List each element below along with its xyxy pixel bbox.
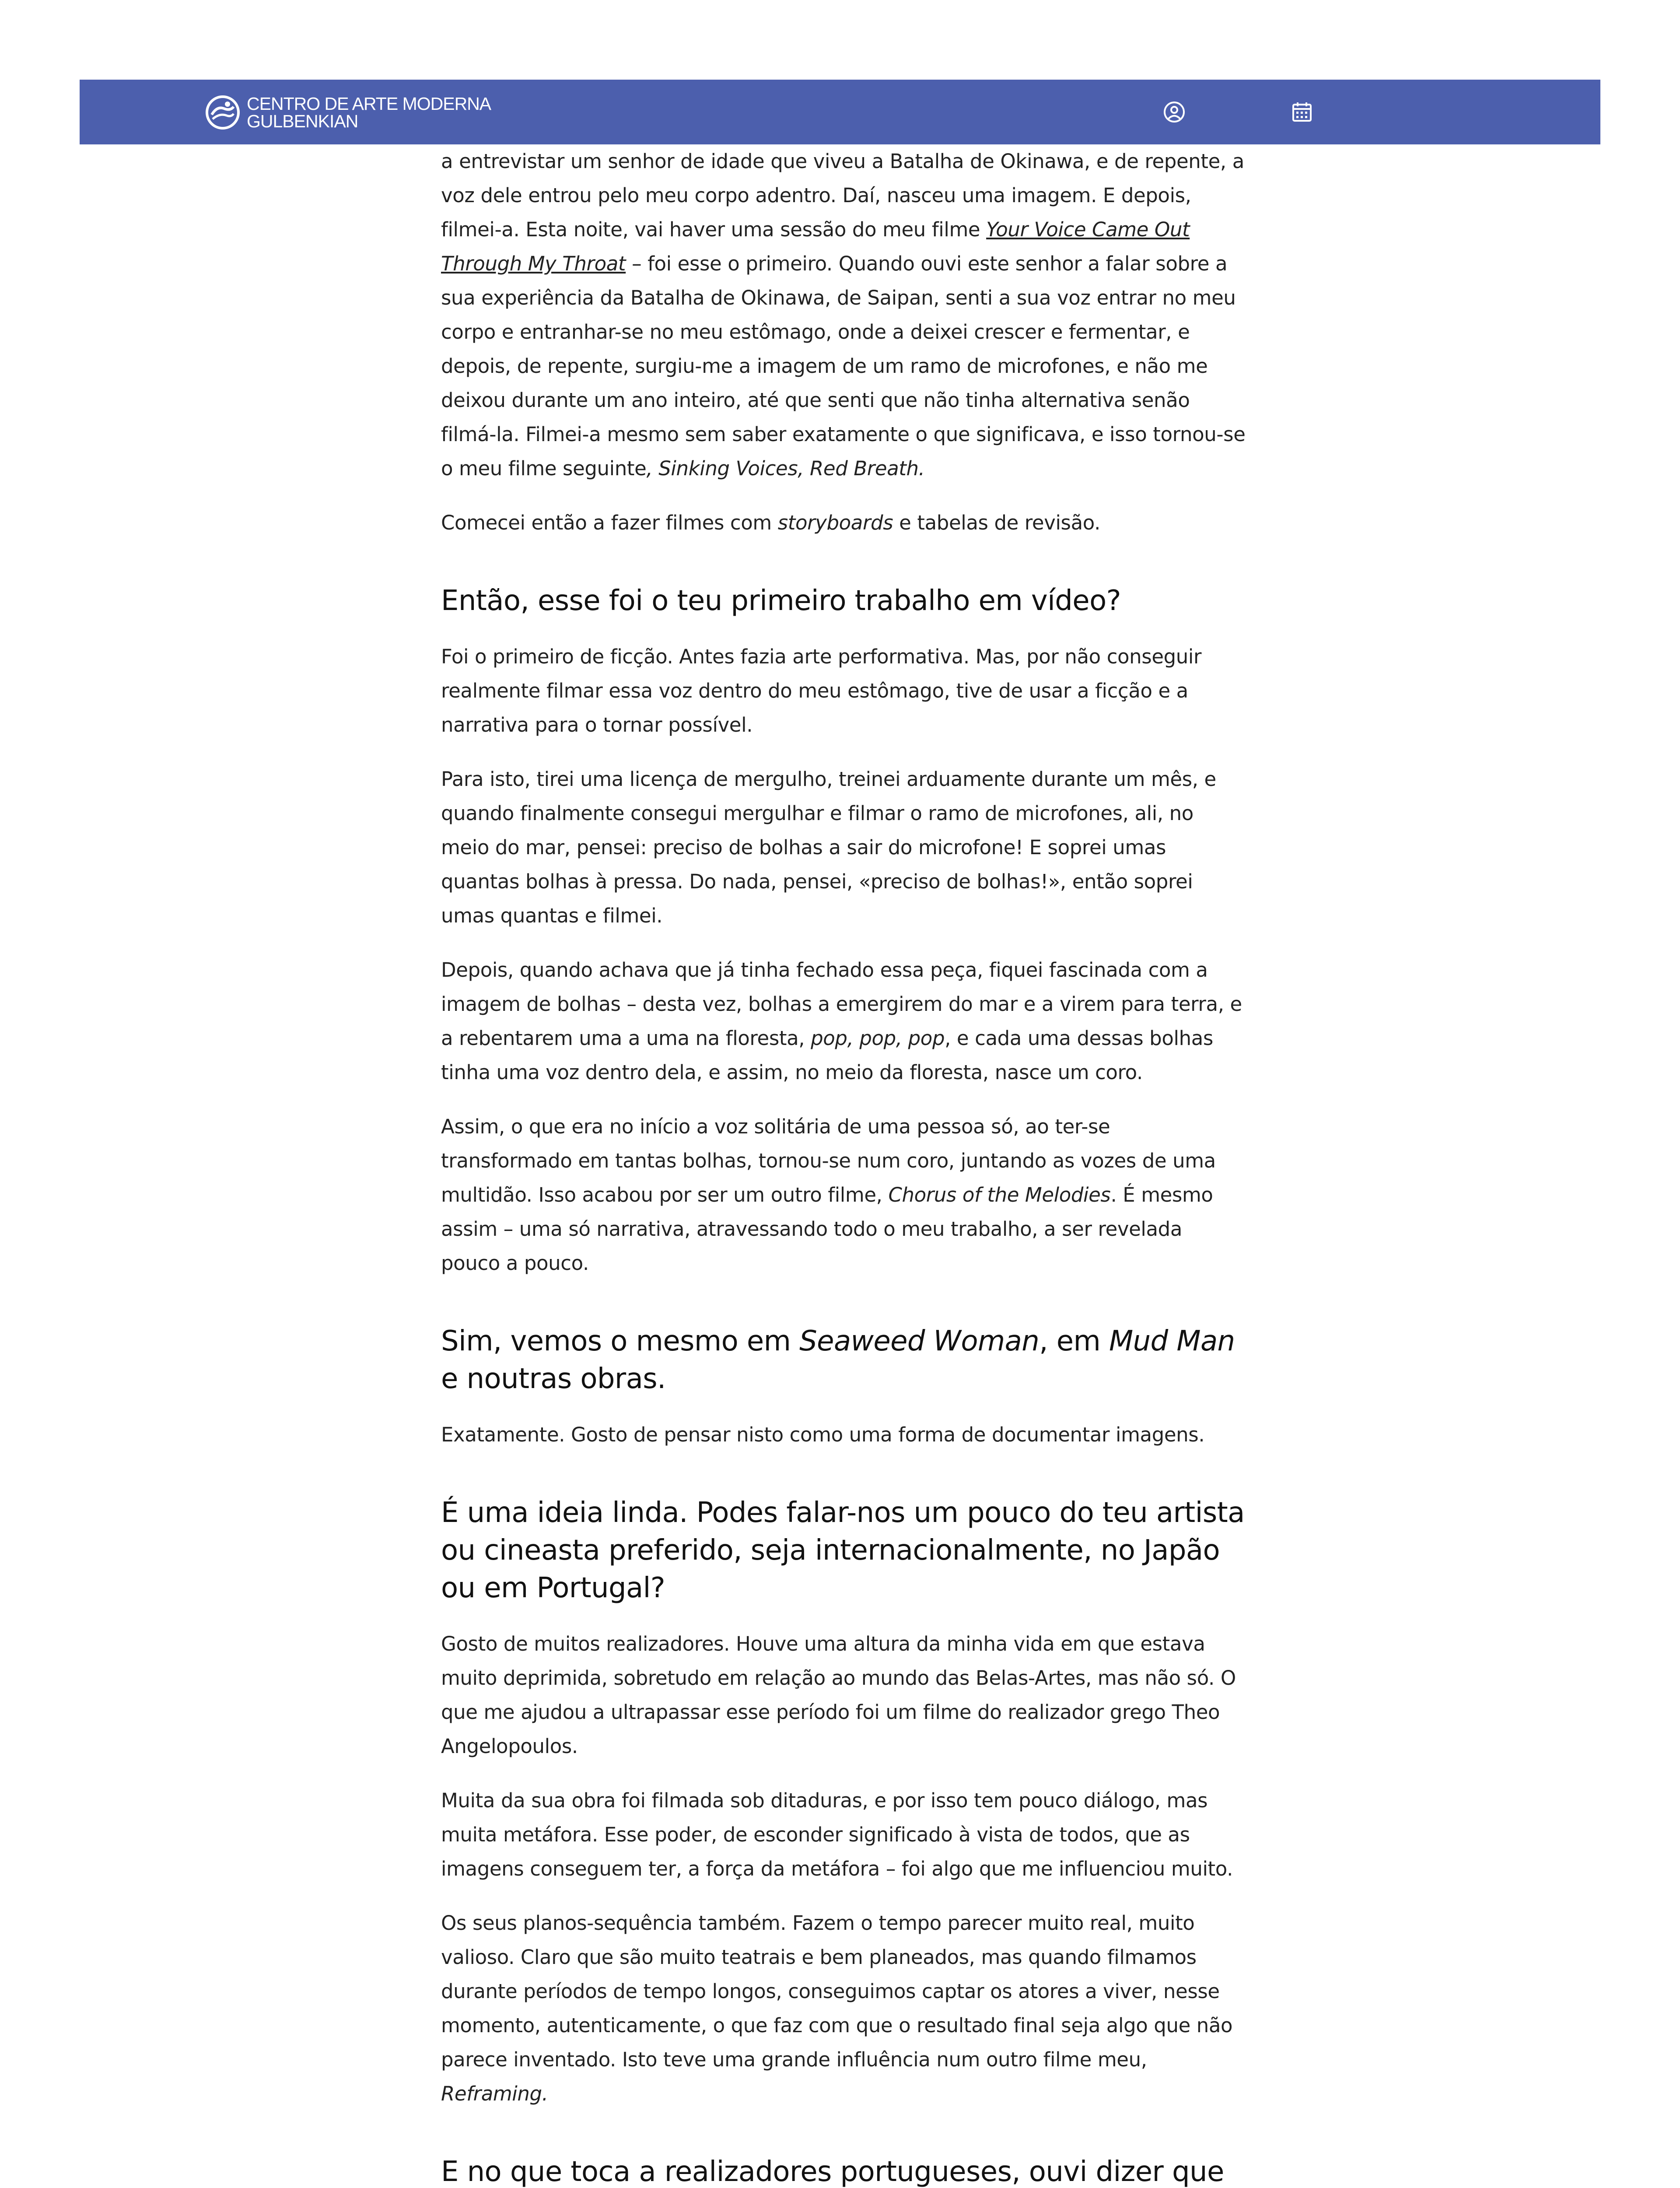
text: Comecei então a fazer filmes com xyxy=(441,511,778,534)
text: e tabelas de revisão. xyxy=(893,511,1101,534)
film-title: Mud Man xyxy=(1109,1325,1235,1357)
paragraph xyxy=(441,144,1246,486)
logo-mark-icon xyxy=(205,95,241,130)
question-heading: É uma ideia linda. Podes falar-nos um pouco do teu artista ou cineasta preferido, seja internacionalmente, no Japão ou em Portugal? xyxy=(441,1497,1245,1604)
question-heading: Então, esse foi o teu primeiro trabalho em vídeo? xyxy=(441,585,1121,617)
paragraph: Para isto, tirei uma licença de mergulho, treinei arduamente durante um mês, e quando finalmente consegui mergulhar e filmar o ramo de microfones, ali, no meio do mar, pensei: preciso de bolhas a sair do microfone! E soprei umas quantas bolhas à pressa. Do nada, pensei, «preciso de bolhas!», então soprei umas quantas e filmei. xyxy=(441,768,1216,927)
text: Assim, o que era no início a voz solitária de uma pessoa só, ao ter-se transformado em tantas bolhas, tornou-se num coro, juntando as vozes de uma multidão. Isso acabou por ser um outro filme, xyxy=(441,1115,1216,1206)
text: a entrevistar um senhor de idade que viveu a Batalha de Okinawa, e de repente, a voz dele entrou pelo meu corpo adentro. Daí, nasceu uma imagem. E depois, filmei-a. Esta noite, vai haver uma sessão do meu filme xyxy=(441,150,1244,241)
paragraph xyxy=(441,1110,1246,1280)
film-title: , Sinking Voices, Red Breath. xyxy=(646,457,925,480)
logo-line-2: GULBENKIAN xyxy=(247,111,358,131)
text: Sim, vemos o mesmo em xyxy=(441,1325,800,1357)
film-title: Seaweed Woman xyxy=(799,1325,1040,1357)
film-link-your-voice[interactable]: Your Voice Came Out Through My Throat xyxy=(441,218,1190,275)
paragraph xyxy=(441,506,1246,540)
article-body xyxy=(441,144,1246,2188)
site-logo[interactable] xyxy=(205,93,491,132)
text: – foi esse o primeiro. Quando ouvi este senhor a falar sobre a sua experiência da Batalha de Okinawa, de Saipan, senti a sua voz entrar no meu corpo e entranhar-se no meu estômago, onde a deixei crescer e fermentar, e depois, de repente, surgiu-me a imagem de um ramo de microfones, e não me deixou durante um ano inteiro, até que senti que não tinha alternativa senão filmá-la. Filmei-a mesmo sem saber exatamente o que significava, e isso tornou-se o meu filme seguinte xyxy=(441,252,1246,480)
text: Depois, quando achava que já tinha fechado essa peça, fiquei fascinada com a imagem de bolhas – desta vez, bolhas a emergirem do mar e a virem para terra, e a rebentarem uma a uma na floresta, xyxy=(441,958,1242,1050)
logo-text xyxy=(247,95,491,130)
paragraph xyxy=(441,1906,1246,2111)
logo-line-1: CENTRO DE ARTE MODERNA xyxy=(247,94,491,114)
film-title: Reframing. xyxy=(441,2082,548,2105)
text: , e cada uma dessas bolhas tinha uma voz dentro dela, e assim, no meio da floresta, nasce um coro. xyxy=(441,1027,1213,1084)
site-header xyxy=(80,80,1600,144)
calendar-icon[interactable] xyxy=(1290,100,1314,124)
text: e noutras obras. xyxy=(441,1363,666,1395)
paragraph: Foi o primeiro de ficção. Antes fazia arte performativa. Mas, por não conseguir realmente filmar essa voz dentro do meu estômago, tive de usar a ficção e a narrativa para o tornar possível. xyxy=(441,645,1202,736)
question-heading: E no que toca a realizadores portugueses, ouvi dizer que xyxy=(441,2156,1224,2188)
text: Os seus planos-sequência também. Fazem o tempo parecer muito real, muito valioso. Claro que são muito teatrais e bem planeados, mas quando filmamos durante períodos de tempo longos, conseguimos captar os atores a viver, nesse momento, autenticamente, o que faz com que o resultado final seja algo que não parece inventado. Isto teve uma grande influência num outro filme meu, xyxy=(441,1911,1233,2071)
text: , em xyxy=(1039,1325,1109,1357)
paragraph xyxy=(441,953,1246,1090)
emphasis: storyboards xyxy=(777,511,893,534)
film-title: Chorus of the Melodies xyxy=(888,1183,1111,1206)
question-heading xyxy=(441,1322,1246,1398)
user-circle-icon[interactable] xyxy=(1162,100,1186,124)
text: . É mesmo assim – uma só narrativa, atravessando todo o meu trabalho, a ser revelada pouco a pouco. xyxy=(441,1183,1213,1275)
paragraph: Muita da sua obra foi filmada sob ditaduras, e por isso tem pouco diálogo, mas muita metáfora. Esse poder, de esconder significado à vista de todos, que as imagens conseguem ter, a força da metáfora – foi algo que me influenciou muito. xyxy=(441,1789,1233,1880)
paragraph: Exatamente. Gosto de pensar nisto como uma forma de documentar imagens. xyxy=(441,1423,1205,1446)
paragraph: Gosto de muitos realizadores. Houve uma altura da minha vida em que estava muito deprimida, sobretudo em relação ao mundo das Belas-Artes, mas não só. O que me ajudou a ultrapassar esse período foi um filme do realizador grego Theo Angelopoulos. xyxy=(441,1632,1236,1758)
emphasis: pop, pop, pop xyxy=(811,1027,945,1050)
